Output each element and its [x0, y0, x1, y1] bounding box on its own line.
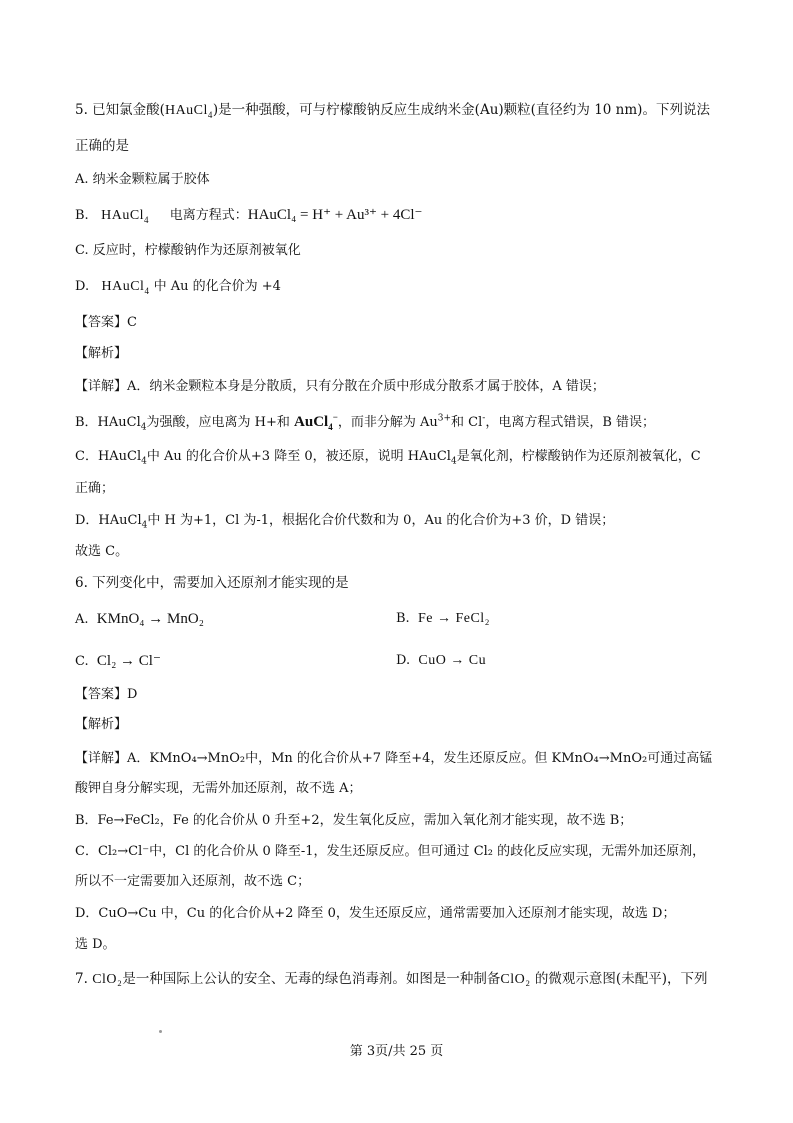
- q5-detail-c: C．HAuCl$_4$中 Au 的化合价从+3 降至 0，被还原，说明 HAuCl$_4$是氧化剂，柠檬酸钠作为还原剂被氧化，C: [75, 449, 701, 467]
- q5-analysis-label: 【解析】: [75, 346, 128, 361]
- q6-options-cd: C. Cl₂ → Cl⁻ D. CuO → Cu: [75, 653, 487, 669]
- q5-detail-d: D．HAuCl$_4$中 H 为+1，Cl 为-1，根据化合价代数和为 0，Au 的化合价为+3 价，D 错误；: [75, 513, 615, 531]
- q7-stem: 7. ClO₂是一种国际上公认的安全、无毒的绿色消毒剂。如图是一种制备ClO₂ 的微观示意图(未配平)，下列: [75, 971, 708, 987]
- q6-option-c: Cl₂ → Cl⁻: [96, 653, 161, 669]
- q5-stem-part: 5. 已知氯金酸(: [75, 102, 165, 118]
- formula-clo2: ClO₂: [92, 972, 123, 987]
- q6-detail-a2: 酸钾自身分解实现，无需外加还原剂，故不选 A；: [75, 781, 362, 796]
- q5-option-b: B. HAuCl$_4$ 电离方程式：HAuCl₄ = H⁺ + Au³⁺ + 4Cl⁻: [75, 207, 423, 225]
- formula-clo2: ClO₂: [500, 972, 531, 987]
- q6-detail-c2: 所以不一定需要加入还原剂，故不选 C；: [75, 874, 311, 889]
- q6-stem: 6. 下列变化中，需要加入还原剂才能实现的是: [75, 575, 349, 591]
- q6-analysis-label: 【解析】: [75, 717, 128, 732]
- scan-dot: [159, 1030, 162, 1033]
- q5-stem-line2: 正确的是: [75, 138, 129, 154]
- q5-option-a: A. 纳米金颗粒属于胶体: [75, 172, 210, 187]
- q6-detail-a1: 【详解】A．KMnO₄→MnO₂中，Mn 的化合价从+7 降至+4，发生还原反应。但 KMnO₄→MnO₂可通过高锰: [75, 751, 713, 766]
- q6-option-b: Fe → FeCl₂: [417, 611, 491, 626]
- q6-conclusion: 选 D。: [75, 937, 116, 952]
- q6-options-ab: A. KMnO₄ → MnO₂ B. Fe → FeCl₂: [75, 611, 491, 627]
- ionization-equation: HAuCl₄ = H⁺ + Au³⁺ + 4Cl⁻: [247, 207, 423, 223]
- q5-answer: 【答案】C: [75, 315, 137, 330]
- q5-conclusion: 故选 C。: [75, 544, 129, 559]
- q5-stem: [75, 101, 710, 120]
- q5-detail-c-line2: 正确；: [75, 481, 115, 496]
- q6-detail-c1: C．Cl₂→Cl⁻中，Cl 的化合价从 0 降至-1，发生还原反应。但可通过 Cl₂ 的歧化反应实现，无需外加还原剂，: [75, 844, 706, 859]
- page-footer: 第 3页/共 25 页: [349, 1044, 444, 1059]
- q5-detail-b: B．HAuCl$_4$为强酸，应电离为 H+和 AuCl$_4$−，而非分解为 $Au^{3+}$和 Cl-，电离方程式错误，B 错误；: [75, 412, 656, 433]
- q6-detail-d: D．CuO→Cu 中，Cu 的化合价从+2 降至 0，发生还原反应，通常需要加入还原剂才能实现，故选 D；: [75, 906, 676, 921]
- q5-option-d: D. HAuCl$_4$ 中 Au 的化合价为 +4: [75, 279, 281, 296]
- q5-stem-part: )是一种强酸，可与柠檬酸钠反应生成纳米金(Au)颗粒(直径约为 10 nm)。下列说法: [212, 102, 710, 118]
- formula-haucl4: HAuCl$_4$: [164, 103, 213, 120]
- q5-detail-a: 【详解】A．纳米金颗粒本身是分散质，只有分散在介质中形成分散系才属于胶体，A 错误；: [75, 379, 605, 394]
- q6-answer: 【答案】D: [75, 687, 138, 702]
- q6-option-d: CuO → Cu: [418, 653, 487, 668]
- q5-option-c: C. 反应时，柠檬酸钠作为还原剂被氧化: [75, 243, 301, 258]
- q6-option-a: KMnO₄ → MnO₂: [96, 611, 204, 627]
- q6-detail-b: B．Fe→FeCl₂，Fe 的化合价从 0 升至+2，发生氧化反应，需加入氧化剂才能实现，故不选 B；: [75, 813, 633, 828]
